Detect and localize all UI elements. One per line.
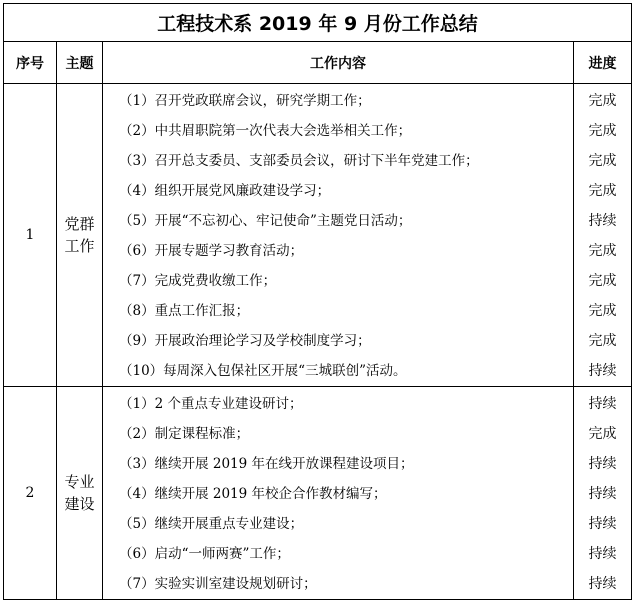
progress-status: 持续 [588, 363, 617, 379]
progress-status: 完成 [588, 273, 617, 289]
header-topic: 主题 [57, 42, 103, 84]
work-item: （2）制定课程标准； [119, 426, 250, 442]
progress-status: 完成 [588, 303, 617, 319]
progress-status: 持续 [588, 486, 617, 502]
progress-status: 完成 [588, 243, 617, 259]
work-item: （4）继续开展 2019 年校企合作教材编写； [119, 486, 387, 502]
progress-status: 完成 [588, 93, 617, 109]
work-summary-table [3, 3, 632, 600]
section-number: 2 [4, 387, 57, 600]
progress-status: 持续 [588, 516, 617, 532]
work-item: （9）开展政治理论学习及学校制度学习； [119, 333, 371, 349]
document-title: 工程技术系 2019 年 9 月份工作总结 [4, 4, 632, 42]
content-cell [103, 84, 574, 387]
topic-line: 建设 [64, 495, 95, 513]
header-progress: 进度 [574, 42, 632, 84]
section-topic [57, 84, 103, 387]
progress-status: 持续 [588, 396, 617, 412]
work-item: （5）开展“不忘初心、牢记使命”主题党日活动； [119, 213, 412, 229]
work-item: （3）召开总支委员、支部委员会议，研讨下半年党建工作； [119, 153, 479, 169]
work-item: （7）完成党费收缴工作； [119, 273, 277, 289]
work-item: （1）2 个重点专业建设研讨； [119, 396, 303, 412]
progress-status: 完成 [588, 333, 617, 349]
progress-status: 持续 [588, 456, 617, 472]
section-number: 1 [4, 84, 57, 387]
work-item: （6）开展专题学习教育活动； [119, 243, 304, 259]
work-item: （4）组织开展党风廉政建设学习； [119, 183, 331, 199]
progress-status: 持续 [588, 576, 617, 592]
section-topic [57, 387, 103, 600]
progress-status: 完成 [588, 123, 617, 139]
topic-line: 专业 [64, 473, 95, 491]
work-item: （8）重点工作汇报； [119, 303, 250, 319]
work-item: （10）每周深入包保社区开展“三城联创”活动。 [119, 363, 407, 379]
work-item: （7）实验实训室建设规划研讨； [119, 576, 317, 592]
header-content: 工作内容 [103, 42, 574, 84]
topic-line: 工作 [64, 237, 95, 255]
work-item: （2）中共眉职院第一次代表大会选举相关工作； [119, 123, 412, 139]
work-item: （1）召开党政联席会议，研究学期工作； [119, 93, 371, 109]
table-row [4, 387, 632, 600]
status-cell [574, 84, 632, 387]
status-cell [574, 387, 632, 600]
progress-status: 完成 [588, 183, 617, 199]
work-item: （6）启动“一师两赛”工作； [119, 546, 290, 562]
progress-status: 完成 [588, 426, 617, 442]
table-row [4, 84, 632, 387]
header-seq: 序号 [4, 42, 57, 84]
work-item: （5）继续开展重点专业建设； [119, 516, 304, 532]
work-item: （3）继续开展 2019 年在线开放课程建设项目； [119, 456, 414, 472]
progress-status: 完成 [588, 153, 617, 169]
progress-status: 持续 [588, 213, 617, 229]
topic-line: 党群 [64, 215, 95, 233]
content-cell [103, 387, 574, 600]
progress-status: 持续 [588, 546, 617, 562]
